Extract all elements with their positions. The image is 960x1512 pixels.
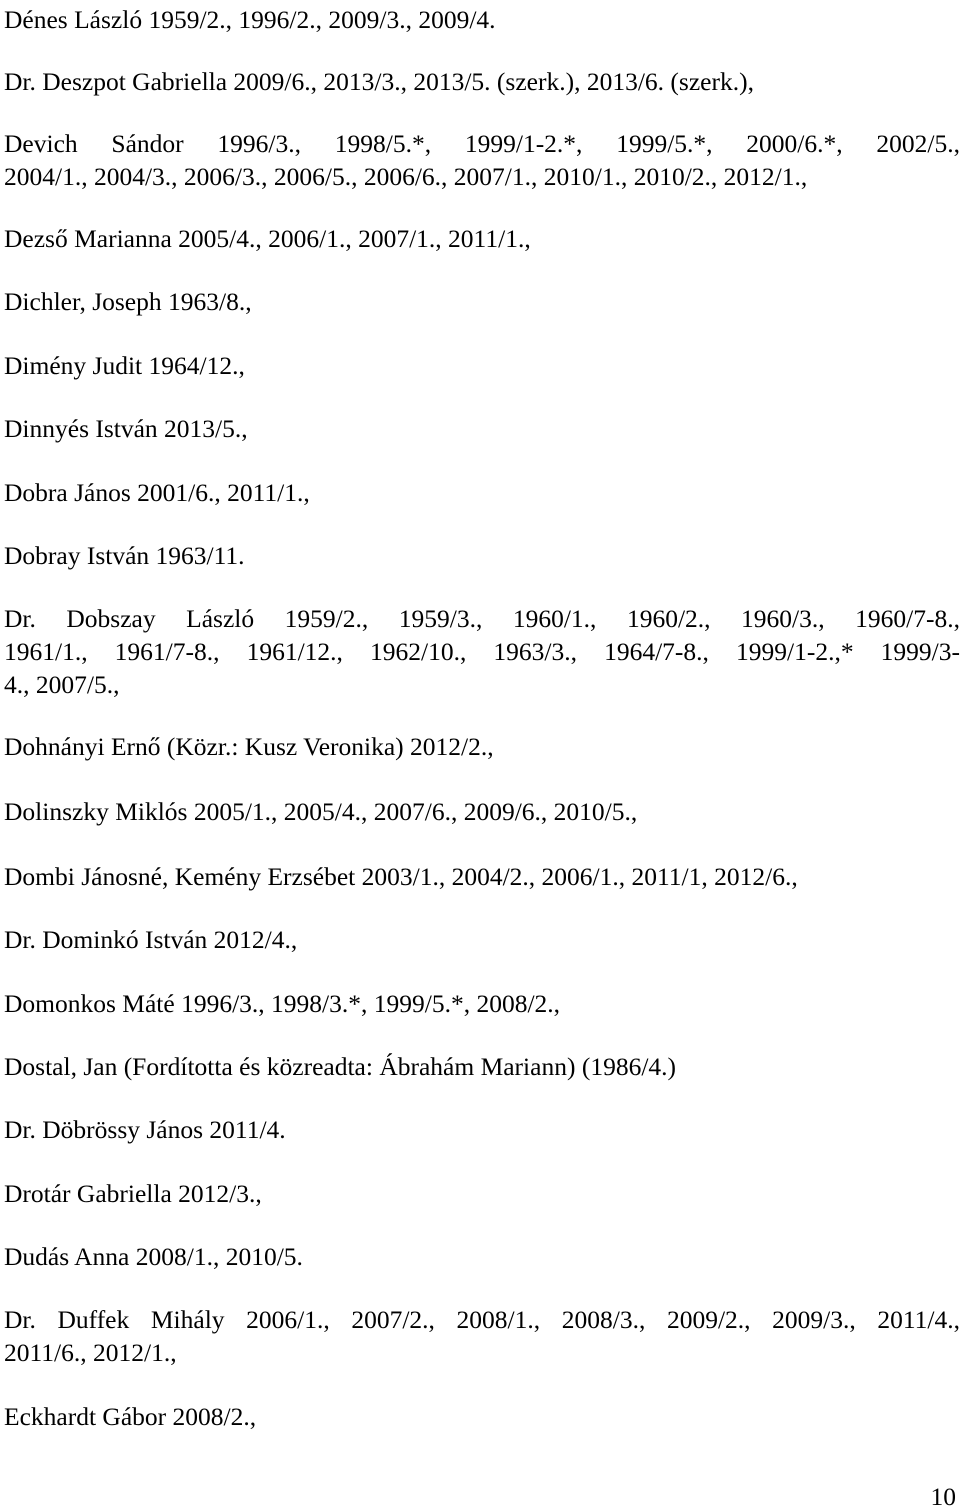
index-entry [4, 127, 960, 193]
entry-line: Dostal, Jan (Fordította és közreadta: Ábrahám Mariann) (1986/4.) [4, 1052, 677, 1081]
entry-line: 2004/1., 2004/3., 2006/3., 2006/5., 2006/6., 2007/1., 2010/1., 2010/2., 2012/1., [4, 162, 808, 191]
index-entry [4, 923, 960, 956]
entry-line: Dr. Dobszay László 1959/2., 1959/3., 1960/1., 1960/2., 1960/3., 1960/7-8., [4, 604, 960, 633]
index-entry [4, 285, 960, 318]
entry-line: Dénes László 1959/2., 1996/2., 2009/3., 2009/4. [4, 5, 496, 34]
entry-line: Dudás Anna 2008/1., 2010/5. [4, 1242, 303, 1271]
page-number: 10 [930, 1482, 956, 1511]
index-entry [4, 1113, 960, 1146]
entry-line: Dinnyés István 2013/5., [4, 414, 248, 443]
entry-line: Dombi Jánosné, Kemény Erzsébet 2003/1., 2004/2., 2006/1., 2011/1, 2012/6., [4, 862, 798, 891]
index-entry [4, 1177, 960, 1210]
index-entry [4, 476, 960, 509]
entry-line: Dimény Judit 1964/12., [4, 351, 245, 380]
index-entry [4, 860, 960, 893]
entry-line: 4., 2007/5., [4, 670, 120, 699]
index-entry [4, 1400, 960, 1433]
entry-line: Dr. Dominkó István 2012/4., [4, 925, 298, 954]
index-entry [4, 1240, 960, 1273]
entry-line: Eckhardt Gábor 2008/2., [4, 1402, 257, 1431]
entry-line: Dolinszky Miklós 2005/1., 2005/4., 2007/6., 2009/6., 2010/5., [4, 797, 638, 826]
index-entry [4, 539, 960, 572]
entry-line: Dr. Deszpot Gabriella 2009/6., 2013/3., 2013/5. (szerk.), 2013/6. (szerk.), [4, 67, 754, 96]
entry-line: Dezső Marianna 2005/4., 2006/1., 2007/1., 2011/1., [4, 224, 531, 253]
index-entry [4, 795, 960, 828]
index-entry [4, 730, 960, 763]
index-entry [4, 3, 960, 36]
index-entry [4, 602, 960, 701]
entry-line: Dobray István 1963/11. [4, 541, 245, 570]
index-entry [4, 987, 960, 1020]
entry-line: 2011/6., 2012/1., [4, 1338, 177, 1367]
entry-line: 1961/1., 1961/7-8., 1961/12., 1962/10., 1963/3., 1964/7-8., 1999/1-2.,* 1999/3- [4, 637, 960, 666]
index-entry [4, 222, 960, 255]
index-entry [4, 65, 960, 98]
index-entry [4, 349, 960, 382]
index-entry [4, 1303, 960, 1369]
index-entry [4, 1050, 960, 1083]
entry-line: Drotár Gabriella 2012/3., [4, 1179, 262, 1208]
entry-line: Dr. Döbrössy János 2011/4. [4, 1115, 286, 1144]
entry-line: Dobra János 2001/6., 2011/1., [4, 478, 310, 507]
entry-line: Dohnányi Ernő (Közr.: Kusz Veronika) 2012/2., [4, 732, 494, 761]
entry-line: Dr. Duffek Mihály 2006/1., 2007/2., 2008/1., 2008/3., 2009/2., 2009/3., 2011/4., [4, 1305, 960, 1334]
index-entry [4, 412, 960, 445]
entry-line: Domonkos Máté 1996/3., 1998/3.*, 1999/5.*, 2008/2., [4, 989, 561, 1018]
entry-line: Dichler, Joseph 1963/8., [4, 287, 252, 316]
entry-line: Devich Sándor 1996/3., 1998/5.*, 1999/1-2.*, 1999/5.*, 2000/6.*, 2002/5., [4, 129, 960, 158]
